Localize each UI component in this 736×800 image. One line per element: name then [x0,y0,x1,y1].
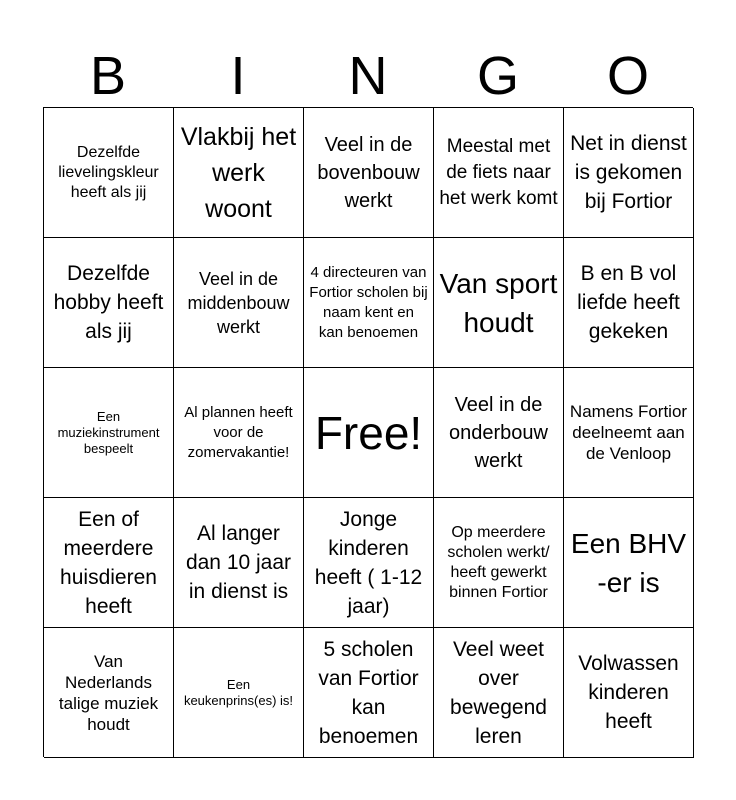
header-letter-n: N [348,46,388,106]
bingo-cell[interactable]: Veel in de middenbouw werkt [174,238,304,368]
header-letter-i: I [230,46,246,106]
bingo-cell[interactable]: Een BHV -er is [564,498,694,628]
bingo-cell[interactable]: Een muziekinstrument bespeelt [44,368,174,498]
bingo-cell[interactable]: 4 directeuren van Fortior scholen bij naam kent en kan benoemen [304,238,434,368]
bingo-header [43,44,693,108]
bingo-cell[interactable]: Net in dienst is gekomen bij Fortior [564,108,694,238]
bingo-cell[interactable]: Al langer dan 10 jaar in dienst is [174,498,304,628]
bingo-card [43,107,693,757]
bingo-cell[interactable]: Dezelfde hobby heeft als jij [44,238,174,368]
header-letter-g: G [476,46,519,106]
bingo-cell[interactable]: Veel weet over bewegend leren [434,628,564,758]
bingo-cell[interactable]: Namens Fortior deelneemt aan de Venloop [564,368,694,498]
bingo-cell[interactable]: Een of meerdere huisdieren heeft [44,498,174,628]
bingo-cell[interactable]: Volwassen kinderen heeft [564,628,694,758]
bingo-cell[interactable]: B en B vol liefde heeft gekeken [564,238,694,368]
bingo-cell[interactable]: Op meerdere scholen werkt/ heeft gewerkt binnen Fortior [434,498,564,628]
bingo-cell[interactable]: Van sport houdt [434,238,564,368]
header-letter-b: B [89,46,127,106]
bingo-cell[interactable]: Een keukenprins(es) is! [174,628,304,758]
header-letter-o: O [606,46,649,106]
bingo-cell[interactable]: Van Nederlands talige muziek houdt [44,628,174,758]
bingo-cell[interactable]: Jonge kinderen heeft ( 1-12 jaar) [304,498,434,628]
bingo-cell[interactable]: Dezelfde lievelingskleur heeft als jij [44,108,174,238]
bingo-cell[interactable]: Vlakbij het werk woont [174,108,304,238]
bingo-cell[interactable]: Veel in de bovenbouw werkt [304,108,434,238]
free-cell[interactable]: Free! [304,368,434,498]
bingo-cell[interactable]: Veel in de onderbouw werkt [434,368,564,498]
bingo-cell[interactable]: Meestal met de fiets naar het werk komt [434,108,564,238]
bingo-cell[interactable]: Al plannen heeft voor de zomervakantie! [174,368,304,498]
bingo-cell[interactable]: 5 scholen van Fortior kan benoemen [304,628,434,758]
